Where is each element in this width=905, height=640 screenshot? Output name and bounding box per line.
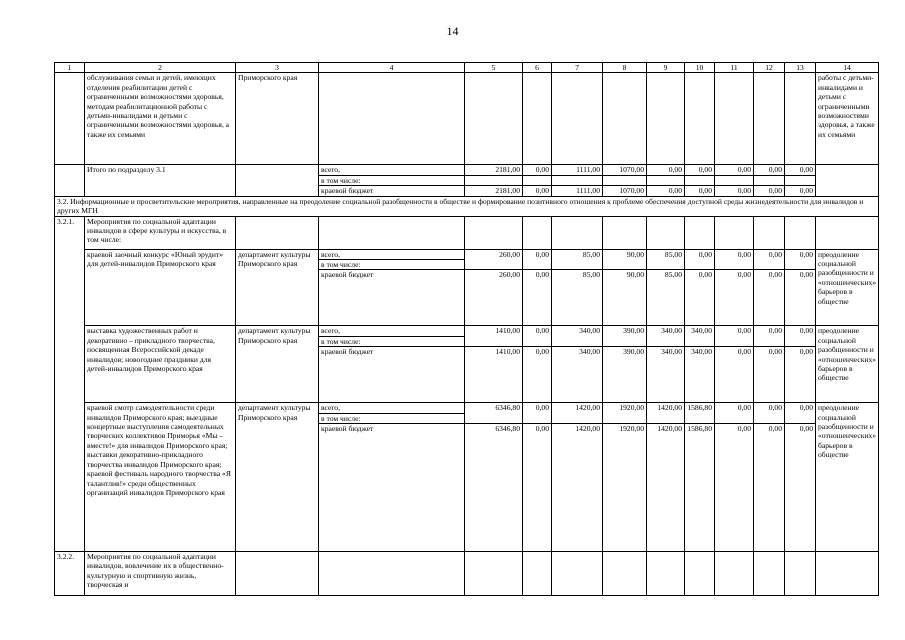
- value-cell: 390,00: [603, 326, 647, 347]
- value-cell: 1420,00: [647, 424, 685, 552]
- value-cell: 6346,80: [465, 403, 523, 424]
- value-cell: [552, 175, 603, 185]
- including-label: в том числе:: [321, 336, 361, 346]
- empty-cell: [552, 552, 603, 596]
- empty-cell: [552, 73, 603, 165]
- value-cell: 1420,00: [552, 403, 603, 424]
- value-cell: [647, 175, 685, 185]
- value-cell: 0,00: [754, 326, 785, 347]
- empty-cell: [236, 216, 319, 249]
- value-cell: 340,00: [685, 326, 715, 347]
- value-cell: 340,00: [552, 326, 603, 347]
- column-number: 5: [465, 63, 523, 73]
- value-cell: 0,00: [785, 165, 816, 175]
- executor: департамент культуры Приморского края: [236, 249, 319, 326]
- value-cell: 0,00: [715, 424, 754, 552]
- value-cell: 340,00: [647, 326, 685, 347]
- row-number: 3.2.1.: [55, 216, 85, 551]
- value-cell: 85,00: [647, 249, 685, 270]
- value-cell: 0,00: [754, 249, 785, 270]
- empty-cell: [523, 73, 552, 165]
- column-number: 11: [715, 63, 754, 73]
- value-cell: [685, 175, 715, 185]
- executor: департамент культуры Приморского края: [236, 403, 319, 552]
- column-number: 13: [785, 63, 816, 73]
- value-cell: [754, 175, 785, 185]
- value-cell: 0,00: [785, 403, 816, 424]
- empty-cell: [754, 216, 785, 249]
- value-cell: 390,00: [603, 347, 647, 403]
- empty-cell: [647, 216, 685, 249]
- value-cell: 340,00: [685, 347, 715, 403]
- including-label: в том числе:: [321, 260, 361, 270]
- value-cell: 0,00: [523, 270, 552, 326]
- value-cell: 1920,00: [603, 424, 647, 552]
- empty-cell: [715, 216, 754, 249]
- column-number: 8: [603, 63, 647, 73]
- event-name: Мероприятия по социальной адаптации инвалидов, вовлечение их в общественно-культурную и спортивную жизнь, творческая и: [85, 552, 236, 596]
- page-number: 14: [446, 24, 459, 38]
- empty-cell: [523, 216, 552, 249]
- empty-cell: [785, 216, 816, 249]
- event-row: [55, 249, 879, 270]
- row-number: [55, 165, 85, 196]
- value-cell: 1586,80: [685, 424, 715, 552]
- column-number: 9: [647, 63, 685, 73]
- value-cell: 1111,00: [552, 186, 603, 196]
- value-cell: 0,00: [754, 186, 785, 196]
- subtotal-row: [55, 165, 879, 175]
- value-cell: 85,00: [552, 270, 603, 326]
- empty-cell: [785, 552, 816, 596]
- empty-cell: [319, 552, 465, 596]
- funding-type: краевой бюджет: [319, 424, 465, 552]
- expected-result: работы с детьми-инвалидами и детьми с ограниченными возможностями здоровья, а также их семьями: [816, 73, 879, 165]
- column-number: 10: [685, 63, 715, 73]
- value-cell: [785, 175, 816, 185]
- subtotal-label: Итого по подразделу 3.1: [85, 165, 236, 196]
- value-cell: 0,00: [785, 270, 816, 326]
- value-cell: 0,00: [754, 347, 785, 403]
- executor: Приморского края: [236, 73, 319, 165]
- value-cell: 1420,00: [647, 403, 685, 424]
- value-cell: 1070,00: [603, 165, 647, 175]
- empty-cell: [603, 552, 647, 596]
- value-cell: 260,00: [465, 249, 523, 270]
- value-cell: 0,00: [715, 186, 754, 196]
- value-cell: 0,00: [523, 326, 552, 347]
- empty-cell: [523, 552, 552, 596]
- column-number: 14: [816, 63, 879, 73]
- empty-cell: [236, 552, 319, 596]
- column-number: 12: [754, 63, 785, 73]
- value-cell: 0,00: [754, 165, 785, 175]
- column-number: 1: [55, 63, 85, 73]
- value-cell: 0,00: [523, 249, 552, 270]
- value-cell: [523, 175, 552, 185]
- event-name: обслуживания семьи и детей, имеющих отделения реабилитации детей с ограниченными возможностями здоровья, методам реабилитационной работы с детьми-инвалидами и детьми с ограниченными возможностями здоровья, а также их семьями: [85, 73, 236, 165]
- value-cell: [465, 175, 523, 185]
- empty-cell: [754, 552, 785, 596]
- event-row: [55, 326, 879, 347]
- value-cell: 340,00: [552, 347, 603, 403]
- including-label: в том числе:: [321, 413, 361, 423]
- event-name: Мероприятия по социальной адаптации инвалидов в сфере культуры и искусства, в том числе:: [85, 216, 236, 249]
- expected-result: преодоление социальной разобщенности и «отношенческих» барьеров в обществе: [816, 326, 879, 403]
- empty-cell: [715, 73, 754, 165]
- value-cell: 0,00: [523, 403, 552, 424]
- event-name: краевой смотр самодеятельности среди инвалидов Приморского края; выездные концертные выступления самодеятельных творческих коллективов Приморья «Мы – вместе!» для инвалидов Приморского края; выставки декоративно-прикладного творчества инвалидов Приморского края; краевой фестиваль народного творчества «Я талантлив!» среди общественных организаций инвалидов Приморского края: [85, 403, 236, 552]
- funding-type: краевой бюджет: [319, 186, 465, 196]
- funding-type: всего,: [319, 165, 465, 175]
- funding-type: в том числе:: [319, 175, 465, 185]
- value-cell: 2181,00: [465, 165, 523, 175]
- value-cell: 0,00: [685, 270, 715, 326]
- empty-cell: [685, 73, 715, 165]
- funding-type: краевой бюджет: [319, 347, 465, 403]
- value-cell: 1410,00: [465, 347, 523, 403]
- value-cell: 1586,80: [685, 403, 715, 424]
- value-cell: 0,00: [647, 165, 685, 175]
- value-cell: 0,00: [715, 403, 754, 424]
- value-cell: 0,00: [523, 186, 552, 196]
- empty-cell: [685, 552, 715, 596]
- value-cell: 0,00: [785, 249, 816, 270]
- empty-cell: [816, 216, 879, 249]
- expected-result: [816, 165, 879, 196]
- expected-result: преодоление социальной разобщенности и «отношенческих» барьеров в обществе: [816, 403, 879, 552]
- section-title: 3.2. Информационные и просветительские мероприятия, направленные на преодоление социальной разобщенности в обществе и формирование позитивного отношения к проблеме обеспечения доступной среды жизнедеятельности для инвалидов и других МГН: [55, 196, 879, 216]
- funding-type: [319, 249, 465, 270]
- column-number: 6: [523, 63, 552, 73]
- empty-cell: [465, 552, 523, 596]
- table-row: [55, 73, 879, 165]
- value-cell: 1410,00: [465, 326, 523, 347]
- empty-cell: [816, 552, 879, 596]
- empty-cell: [603, 216, 647, 249]
- event-name: краевой заочный конкурс «Юный эрудит» для детей-инвалидов Приморского края: [85, 249, 236, 326]
- total-label: всего,: [319, 403, 464, 413]
- value-cell: 0,00: [715, 165, 754, 175]
- event-name: выставка художественных работ и декоративно – прикладного творчества, посвященная Всероссийской декаде инвалидов; новогодние праздники для детей-инвалидов Приморского края: [85, 326, 236, 403]
- empty-cell: [465, 73, 523, 165]
- funding-type: краевой бюджет: [319, 270, 465, 326]
- value-cell: 1070,00: [603, 186, 647, 196]
- empty-cell: [647, 73, 685, 165]
- value-cell: 85,00: [647, 270, 685, 326]
- event-row: [55, 403, 879, 424]
- value-cell: 0,00: [785, 347, 816, 403]
- value-cell: 0,00: [523, 347, 552, 403]
- funding-type: [319, 326, 465, 347]
- value-cell: 0,00: [754, 270, 785, 326]
- column-number-row: [55, 63, 879, 73]
- total-label: всего,: [319, 250, 464, 260]
- row-number: 3.2.2.: [55, 552, 85, 596]
- value-cell: 0,00: [785, 424, 816, 552]
- total-label: всего,: [319, 326, 464, 336]
- empty-cell: [552, 216, 603, 249]
- value-cell: 0,00: [754, 403, 785, 424]
- section-row: [55, 196, 879, 216]
- funding-type: [319, 403, 465, 424]
- executor: департамент культуры Приморского края: [236, 326, 319, 403]
- table-row: [55, 552, 879, 596]
- value-cell: 0,00: [685, 165, 715, 175]
- value-cell: 0,00: [715, 249, 754, 270]
- value-cell: 1920,00: [603, 403, 647, 424]
- value-cell: 6346,80: [465, 424, 523, 552]
- column-number: 2: [85, 63, 236, 73]
- value-cell: 90,00: [603, 249, 647, 270]
- empty-cell: [685, 216, 715, 249]
- value-cell: 0,00: [685, 249, 715, 270]
- empty-cell: [319, 73, 465, 165]
- column-number: 3: [236, 63, 319, 73]
- value-cell: 1420,00: [552, 424, 603, 552]
- value-cell: [603, 175, 647, 185]
- row-number: [55, 73, 85, 165]
- empty-cell: [754, 73, 785, 165]
- value-cell: 0,00: [685, 186, 715, 196]
- program-table: [54, 62, 879, 596]
- value-cell: 0,00: [754, 424, 785, 552]
- empty-cell: [465, 216, 523, 249]
- value-cell: 0,00: [523, 424, 552, 552]
- column-number: 7: [552, 63, 603, 73]
- column-number: 4: [319, 63, 465, 73]
- value-cell: 0,00: [715, 347, 754, 403]
- value-cell: 340,00: [647, 347, 685, 403]
- value-cell: 0,00: [715, 326, 754, 347]
- value-cell: 85,00: [552, 249, 603, 270]
- value-cell: 1111,00: [552, 165, 603, 175]
- value-cell: 2181,00: [465, 186, 523, 196]
- value-cell: 90,00: [603, 270, 647, 326]
- empty-cell: [785, 73, 816, 165]
- value-cell: 0,00: [523, 165, 552, 175]
- executor: [236, 165, 319, 196]
- expected-result: преодоление социальной разобщенности и «отношенческих» барьеров в обществе: [816, 249, 879, 326]
- value-cell: 260,00: [465, 270, 523, 326]
- empty-cell: [647, 552, 685, 596]
- value-cell: 0,00: [715, 270, 754, 326]
- value-cell: 0,00: [785, 186, 816, 196]
- empty-cell: [715, 552, 754, 596]
- value-cell: 0,00: [647, 186, 685, 196]
- empty-cell: [603, 73, 647, 165]
- value-cell: 0,00: [785, 326, 816, 347]
- empty-cell: [319, 216, 465, 249]
- table-row: [55, 216, 879, 249]
- value-cell: [715, 175, 754, 185]
